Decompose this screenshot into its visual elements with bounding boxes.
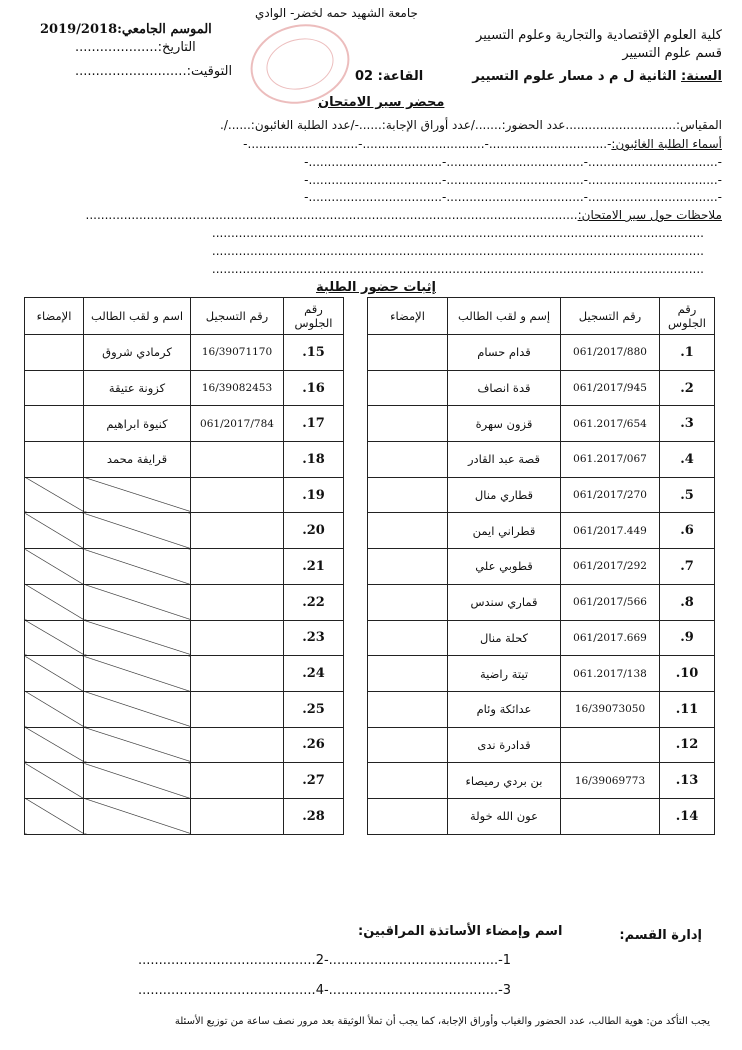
reg-cell: 16/39073050 [561,691,660,727]
reg-cell [191,477,284,513]
seat-cell: 5. [660,477,715,513]
sign-cell [25,620,84,656]
hall-label: القاعة: [377,69,424,84]
faculty-name: كلية العلوم الإقتصادية والتجارية وعلوم التسيير [476,28,722,43]
reg-cell [561,727,660,763]
name-cell: قطراني ايمن [448,513,561,549]
name-cell: قدة انصاف [448,370,561,406]
reg-header: رقم التسجيل [561,298,660,335]
date-field: التاريخ:.................... [75,40,196,55]
name-cell: قرايفة محمد [84,442,191,478]
exam-info-line: المقياس:.............................عدد الحضور:......./عدد أوراق الإجابة:......-/عدد الطلبة الغائبون:....../. [220,118,722,132]
proctors-title: اسم وإمضاء الأساتذة المراقبين: [358,924,563,939]
seat-cell: 8. [660,584,715,620]
table-row [368,442,715,478]
name-cell: كرمادي شروق [84,335,191,371]
table-row [368,656,715,692]
seat-cell: 24. [284,656,344,692]
time-field: التوقيت:........................... [75,64,233,79]
sign-cell [368,442,448,478]
name-cell: كحلة منال [448,620,561,656]
name-cell: قدادرة ندى [448,727,561,763]
attendance-title: إثبات حضور الطلبة [316,280,436,295]
report-title: محضر سير الامتحان [318,95,445,110]
sign-cell [25,763,84,799]
footer-note: يجب التأكد من: هوية الطالب، عدد الحضور والغياب وأوراق الإجابة، كما يجب أن تملأ الوثيقة بعد مرور نصف ساعة من توزيع الأسئلة [174,1016,710,1027]
table-row [25,442,344,478]
sign-cell [368,513,448,549]
sign-cell [25,584,84,620]
seat-cell: 25. [284,691,344,727]
name-cell: قماري سندس [448,584,561,620]
reg-cell [191,798,284,834]
name-cell: عدائكة وئام [448,691,561,727]
seat-cell: 28. [284,798,344,834]
attendance-table-left [24,297,344,835]
name-cell: قزون سهرة [448,406,561,442]
seat-cell: 16. [284,370,344,406]
name-cell [84,691,191,727]
table-row [368,335,715,371]
name-cell [84,513,191,549]
table-row [25,727,344,763]
name-cell [84,584,191,620]
notes-line-3: ................................................................................................................................. [211,244,704,258]
notes-line [86,208,722,222]
year-line [472,69,722,84]
reg-cell: 16/39071170 [191,335,284,371]
sign-cell [25,691,84,727]
table-row [25,691,344,727]
table-row [368,620,715,656]
seat-cell: 11. [660,691,715,727]
reg-cell [191,442,284,478]
department-name: قسم علوم التسيير [622,46,722,61]
sign-cell [25,406,84,442]
name-cell: قطاري منال [448,477,561,513]
table-row [25,370,344,406]
table-row [25,477,344,513]
year-value: الثانية ل م د مسار علوم التسيير [472,69,677,84]
seat-cell: 1. [660,335,715,371]
absent-dots-1: -...............................-................................-.............................- [243,137,612,151]
seat-header: رقم الجلوس [284,298,344,335]
table-row [25,620,344,656]
sign-cell [368,763,448,799]
seat-cell: 14. [660,798,715,834]
seat-cell: 2. [660,370,715,406]
name-cell [84,549,191,585]
sign-cell [25,442,84,478]
reg-cell [191,620,284,656]
reg-cell [561,798,660,834]
table-row [25,584,344,620]
sign-cell [368,656,448,692]
dept-admin-label: إدارة القسم: [619,928,702,943]
reg-cell [191,656,284,692]
name-cell: قطوبي علي [448,549,561,585]
reg-cell [191,691,284,727]
seat-cell: 22. [284,584,344,620]
table-row [25,513,344,549]
table-row [368,513,715,549]
reg-cell: 061/2017/292 [561,549,660,585]
reg-cell: 061/2017/566 [561,584,660,620]
reg-cell [191,584,284,620]
sign-cell [368,549,448,585]
name-cell: كنيوة ابراهيم [84,406,191,442]
seat-cell: 10. [660,656,715,692]
absent-line-1 [243,137,722,151]
name-cell [84,727,191,763]
table-row [368,370,715,406]
seat-cell: 20. [284,513,344,549]
notes-label: ملاحظات حول سير الامتحان: [577,208,722,222]
reg-cell [191,549,284,585]
sign-cell [25,549,84,585]
table-row [368,584,715,620]
proctor-line-2: 3-.........................................-4........................................... [138,983,512,998]
hall-value: 02 [355,69,374,84]
sign-cell [25,477,84,513]
seat-cell: 23. [284,620,344,656]
sign-cell [368,727,448,763]
notes-dots-1: ................................................................................................................................. [85,208,578,222]
sign-cell [25,656,84,692]
sign-cell [25,370,84,406]
table-row [368,406,715,442]
absent-label: أسماء الطلبة الغائبون: [611,137,722,151]
seat-cell: 3. [660,406,715,442]
seat-cell: 12. [660,727,715,763]
seat-cell: 17. [284,406,344,442]
reg-cell [191,763,284,799]
reg-cell [191,727,284,763]
name-cell: عون الله خولة [448,798,561,834]
name-cell: تيتة راضية [448,656,561,692]
sign-cell [368,691,448,727]
reg-cell: 061/2017.669 [561,620,660,656]
reg-cell: 16/39082453 [191,370,284,406]
seat-cell: 9. [660,620,715,656]
reg-cell: 061.2017/067 [561,442,660,478]
name-cell [84,798,191,834]
notes-line-4: ................................................................................................................................. [211,262,704,276]
table-row [25,763,344,799]
seat-cell: 6. [660,513,715,549]
absent-line-2: -..................................-....................................-...................................- [304,155,722,169]
proctor-line-1: 1-.........................................-2........................................... [138,953,512,968]
table-row [368,798,715,834]
table-row [368,477,715,513]
university-name: جامعة الشهيد حمه لخضر- الوادي [255,6,418,20]
reg-cell: 16/39069773 [561,763,660,799]
seat-cell: 19. [284,477,344,513]
table-row [25,549,344,585]
notes-line-2: ................................................................................................................................. [211,226,704,240]
sign-cell [368,584,448,620]
year-label: السنة: [681,69,722,84]
name-header: إسم و لقب الطالب [448,298,561,335]
table-row [25,656,344,692]
reg-cell: 061/2017/880 [561,335,660,371]
reg-cell: 061/2017/784 [191,406,284,442]
reg-cell: 061/2017.449 [561,513,660,549]
table-row [368,549,715,585]
sign-cell [25,335,84,371]
reg-cell: 061/2017/945 [561,370,660,406]
name-cell [84,620,191,656]
table-row [25,406,344,442]
sign-cell [25,798,84,834]
name-header: اسم و لقب الطالب [84,298,191,335]
sign-cell [368,620,448,656]
sign-cell [25,727,84,763]
seat-cell: 15. [284,335,344,371]
seat-header: رقم الجلوس [660,298,715,335]
name-cell: قدام حسام [448,335,561,371]
sign-cell [368,335,448,371]
reg-header: رقم التسجيل [191,298,284,335]
sign-header: الإمضاء [25,298,84,335]
table-row [25,798,344,834]
seat-cell: 4. [660,442,715,478]
reg-cell [191,513,284,549]
attendance-table-right [367,297,715,835]
table-row [368,727,715,763]
sign-cell [368,370,448,406]
absent-line-3: -..................................-....................................-...................................- [304,173,722,187]
academic-season: الموسم الجامعي:2019/2018 [40,22,212,37]
name-cell [84,477,191,513]
sign-cell [25,513,84,549]
hall-line [355,69,423,84]
table-row [368,763,715,799]
name-cell: بن بردي رميصاء [448,763,561,799]
reg-cell: 061/2017/270 [561,477,660,513]
table-row [25,335,344,371]
sign-cell [368,798,448,834]
seat-cell: 27. [284,763,344,799]
name-cell [84,763,191,799]
name-cell [84,656,191,692]
table-row [368,691,715,727]
reg-cell: 061.2017/138 [561,656,660,692]
seat-cell: 13. [660,763,715,799]
seat-cell: 18. [284,442,344,478]
name-cell: كزونة عتيقة [84,370,191,406]
sign-cell [368,406,448,442]
reg-cell: 061.2017/654 [561,406,660,442]
seat-cell: 21. [284,549,344,585]
sign-cell [368,477,448,513]
absent-line-4: -..................................-....................................-...................................- [304,190,722,204]
name-cell: قصة عبد القادر [448,442,561,478]
seat-cell: 7. [660,549,715,585]
sign-header: الإمضاء [368,298,448,335]
seat-cell: 26. [284,727,344,763]
